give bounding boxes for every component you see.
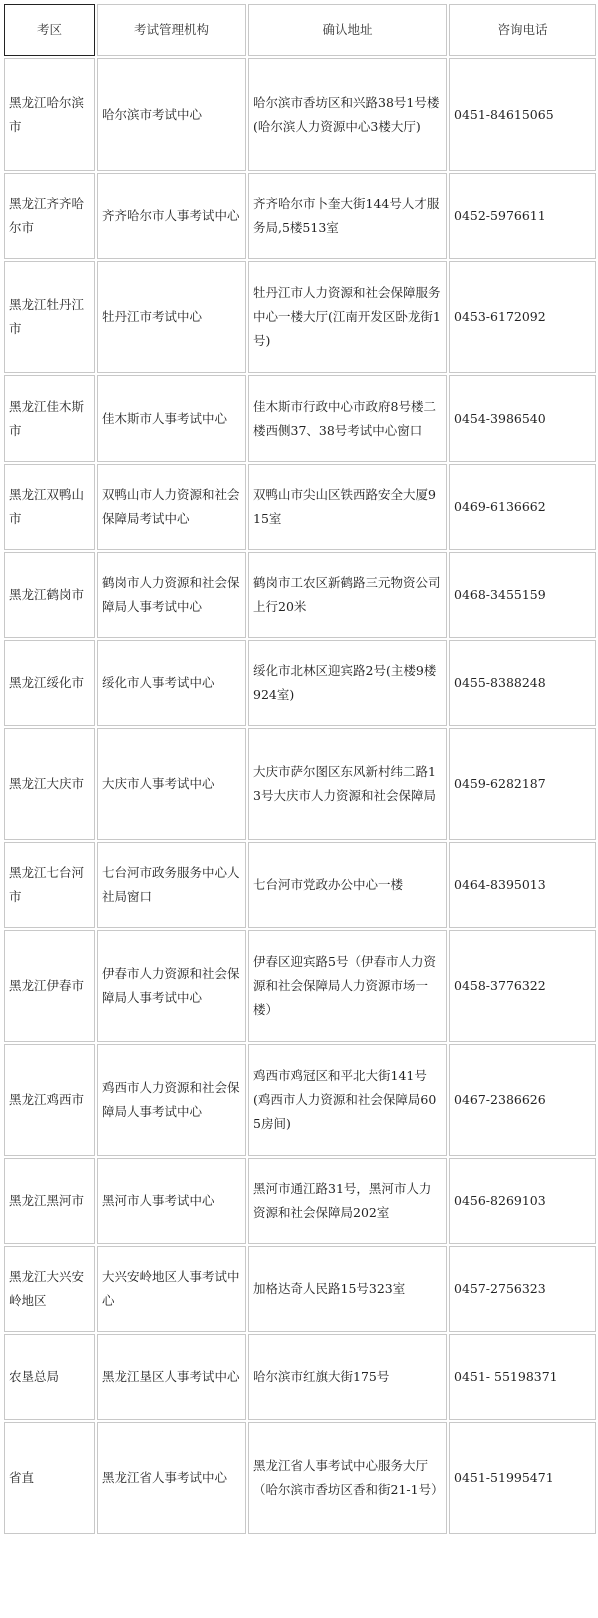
cell-inquiry-phone: 0468-3455159 (449, 552, 596, 638)
cell-inquiry-phone: 0457-2756323 (449, 1246, 596, 1332)
cell-exam-authority: 黑龙江省人事考试中心 (97, 1422, 246, 1534)
table-row (4, 552, 596, 638)
cell-exam-authority: 哈尔滨市考试中心 (97, 58, 246, 171)
table-row (4, 464, 596, 550)
cell-exam-area: 黑龙江绥化市 (4, 640, 95, 726)
table-row (4, 1422, 596, 1534)
cell-confirm-address: 哈尔滨市红旗大街175号 (248, 1334, 447, 1420)
cell-exam-authority: 七台河市政务服务中心人社局窗口 (97, 842, 246, 928)
cell-exam-area: 黑龙江黑河市 (4, 1158, 95, 1244)
cell-exam-authority: 黑龙江垦区人事考试中心 (97, 1334, 246, 1420)
cell-exam-authority: 大庆市人事考试中心 (97, 728, 246, 840)
table-row (4, 842, 596, 928)
cell-exam-area: 黑龙江大庆市 (4, 728, 95, 840)
table-row (4, 58, 596, 171)
table-row (4, 173, 596, 259)
cell-confirm-address: 绥化市北林区迎宾路2号(主楼9楼924室) (248, 640, 447, 726)
table-row (4, 261, 596, 373)
cell-exam-area: 黑龙江七台河市 (4, 842, 95, 928)
cell-exam-authority: 鸡西市人力资源和社会保障局人事考试中心 (97, 1044, 246, 1156)
table-row (4, 1044, 596, 1156)
table-row (4, 1246, 596, 1332)
cell-inquiry-phone: 0455-8388248 (449, 640, 596, 726)
cell-inquiry-phone: 0451-84615065 (449, 58, 596, 171)
table-row (4, 728, 596, 840)
cell-inquiry-phone: 0451-51995471 (449, 1422, 596, 1534)
header-exam-area: 考区 (4, 4, 95, 56)
cell-exam-authority: 双鸭山市人力资源和社会保障局考试中心 (97, 464, 246, 550)
cell-inquiry-phone: 0469-6136662 (449, 464, 596, 550)
cell-exam-area: 黑龙江哈尔滨市 (4, 58, 95, 171)
table-row (4, 1158, 596, 1244)
cell-inquiry-phone: 0464-8395013 (449, 842, 596, 928)
cell-confirm-address: 伊春区迎宾路5号（伊春市人力资源和社会保障局人力资源市场一楼） (248, 930, 447, 1042)
cell-exam-area: 黑龙江鸡西市 (4, 1044, 95, 1156)
cell-confirm-address: 齐齐哈尔市卜奎大街144号人才服务局,5楼513室 (248, 173, 447, 259)
cell-exam-area: 黑龙江双鸭山市 (4, 464, 95, 550)
cell-exam-authority: 大兴安岭地区人事考试中心 (97, 1246, 246, 1332)
table-row (4, 640, 596, 726)
cell-inquiry-phone: 0452-5976611 (449, 173, 596, 259)
cell-inquiry-phone: 0467-2386626 (449, 1044, 596, 1156)
cell-exam-area: 省直 (4, 1422, 95, 1534)
cell-exam-area: 黑龙江伊春市 (4, 930, 95, 1042)
cell-confirm-address: 佳木斯市行政中心市政府8号楼二楼西侧37、38号考试中心窗口 (248, 375, 447, 462)
cell-exam-authority: 黑河市人事考试中心 (97, 1158, 246, 1244)
cell-exam-area: 黑龙江齐齐哈尔市 (4, 173, 95, 259)
table-header-row (4, 4, 596, 56)
cell-exam-area: 黑龙江牡丹江市 (4, 261, 95, 373)
cell-inquiry-phone: 0456-8269103 (449, 1158, 596, 1244)
cell-confirm-address: 牡丹江市人力资源和社会保障服务中心一楼大厅(江南开发区卧龙街1号) (248, 261, 447, 373)
cell-exam-authority: 佳木斯市人事考试中心 (97, 375, 246, 462)
cell-inquiry-phone: 0454-3986540 (449, 375, 596, 462)
cell-confirm-address: 哈尔滨市香坊区和兴路38号1号楼(哈尔滨人力资源中心3楼大厅) (248, 58, 447, 171)
header-inquiry-phone: 咨询电话 (449, 4, 596, 56)
header-exam-authority: 考试管理机构 (97, 4, 246, 56)
cell-confirm-address: 大庆市萨尔图区东风新村纬二路13号大庆市人力资源和社会保障局 (248, 728, 447, 840)
cell-inquiry-phone: 0451- 55198371 (449, 1334, 596, 1420)
cell-inquiry-phone: 0458-3776322 (449, 930, 596, 1042)
header-confirm-address: 确认地址 (248, 4, 447, 56)
cell-confirm-address: 七台河市党政办公中心一楼 (248, 842, 447, 928)
cell-confirm-address: 双鸭山市尖山区铁西路安全大厦915室 (248, 464, 447, 550)
table-row (4, 930, 596, 1042)
cell-confirm-address: 鸡西市鸡冠区和平北大街141号(鸡西市人力资源和社会保障局605房间) (248, 1044, 447, 1156)
cell-exam-area: 黑龙江大兴安岭地区 (4, 1246, 95, 1332)
cell-inquiry-phone: 0459-6282187 (449, 728, 596, 840)
cell-inquiry-phone: 0453-6172092 (449, 261, 596, 373)
cell-exam-authority: 齐齐哈尔市人事考试中心 (97, 173, 246, 259)
cell-exam-authority: 鹤岗市人力资源和社会保障局人事考试中心 (97, 552, 246, 638)
cell-exam-area: 农垦总局 (4, 1334, 95, 1420)
cell-exam-area: 黑龙江鹤岗市 (4, 552, 95, 638)
table-row (4, 1334, 596, 1420)
cell-exam-authority: 伊春市人力资源和社会保障局人事考试中心 (97, 930, 246, 1042)
cell-exam-area: 黑龙江佳木斯市 (4, 375, 95, 462)
cell-confirm-address: 加格达奇人民路15号323室 (248, 1246, 447, 1332)
table-row (4, 375, 596, 462)
cell-confirm-address: 黑龙江省人事考试中心服务大厅（哈尔滨市香坊区香和街21-1号） (248, 1422, 447, 1534)
cell-confirm-address: 鹤岗市工农区新鹤路三元物资公司上行20米 (248, 552, 447, 638)
exam-site-table (2, 2, 598, 1536)
cell-exam-authority: 绥化市人事考试中心 (97, 640, 246, 726)
cell-confirm-address: 黑河市通江路31号，黑河市人力资源和社会保障局202室 (248, 1158, 447, 1244)
cell-exam-authority: 牡丹江市考试中心 (97, 261, 246, 373)
